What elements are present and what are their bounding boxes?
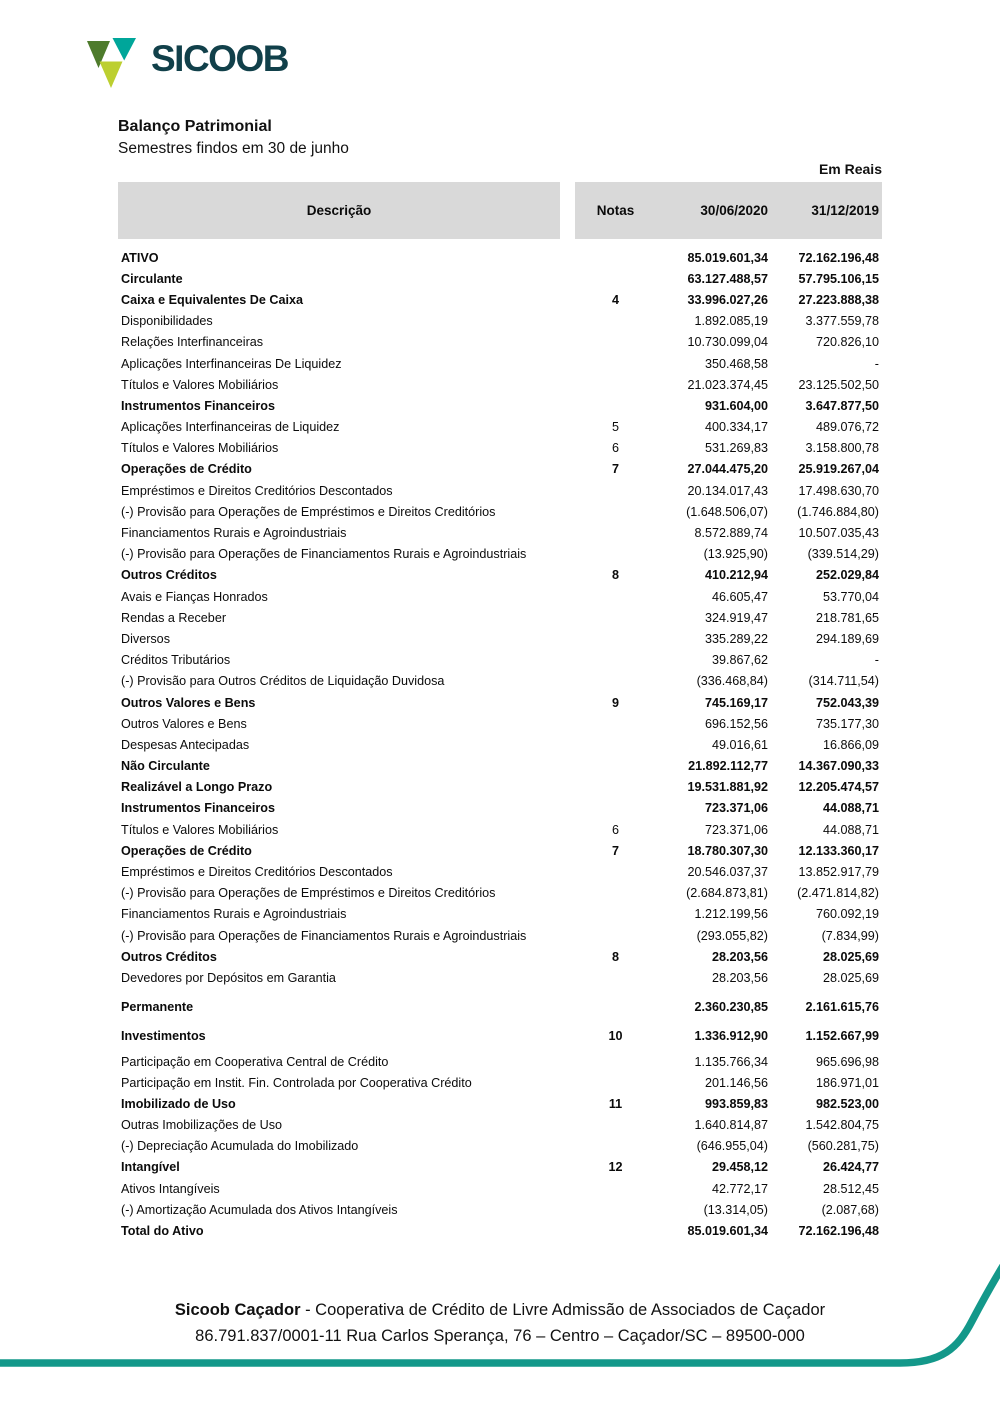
row-value-2019: 28.512,45: [822, 1181, 879, 1196]
row-value-2019: 44.088,71: [822, 801, 879, 816]
row-value-2019: 17.498.630,70: [798, 483, 879, 498]
table-row: [118, 1199, 882, 1220]
row-description: Caixa e Equivalentes De Caixa: [121, 292, 304, 307]
row-value-2019: 57.795.106,15: [798, 271, 879, 286]
row-value-2020: 33.996.027,26: [687, 292, 768, 307]
table-header: [118, 182, 882, 239]
title-block: [118, 118, 349, 158]
footer-address: 86.791.837/0001-11 Rua Carlos Sperança, 76 – Centro – Caçador/SC – 89500-000: [195, 1327, 805, 1345]
table-row: [118, 1136, 882, 1157]
row-description: Relações Interfinanceiras: [121, 335, 264, 350]
row-value-2019: 186.971,01: [815, 1075, 879, 1090]
row-value-2020: 531.269,83: [704, 441, 768, 456]
row-description: Aplicações Interfinanceiras De Liquidez: [121, 356, 342, 371]
row-value-2020: (2.684.873,81): [686, 886, 768, 901]
row-value-2019: -: [874, 653, 879, 668]
row-description: Outros Valores e Bens: [121, 695, 256, 710]
table-row: [118, 459, 882, 480]
row-value-2019: 53.770,04: [822, 589, 879, 604]
table-row: [118, 997, 882, 1018]
row-value-2020: 18.780.307,30: [687, 843, 768, 858]
table-row: [118, 819, 882, 840]
row-value-2019: 3.377.559,78: [805, 314, 879, 329]
table-row: [118, 904, 882, 925]
row-value-2020: 1.336.912,90: [694, 1029, 768, 1044]
row-value-2019: 10.507.035,43: [798, 526, 879, 541]
row-notes: 12: [608, 1160, 623, 1175]
table-row: [118, 544, 882, 565]
table-row: [118, 374, 882, 395]
row-description: (-) Depreciação Acumulada do Imobilizado: [121, 1139, 359, 1154]
row-description: Operações de Crédito: [121, 462, 252, 477]
row-value-2020: (1.648.506,07): [686, 504, 768, 519]
table-row: [118, 1220, 882, 1241]
row-description: Total do Ativo: [121, 1224, 204, 1239]
row-value-2019: 23.125.502,50: [798, 377, 879, 392]
row-description: Diversos: [121, 631, 170, 646]
row-value-2020: 19.531.881,92: [687, 780, 768, 795]
table-row: [118, 268, 882, 289]
row-value-2019: (2.471.814,82): [797, 886, 879, 901]
row-notes: 5: [611, 420, 619, 435]
header-period-2020: 30/06/2020: [700, 203, 768, 218]
row-description: (-) Provisão para Outros Créditos de Liquidação Duvidosa: [121, 674, 445, 689]
row-value-2019: 25.919.267,04: [798, 462, 879, 477]
row-description: Devedores por Depósitos em Garantia: [121, 970, 336, 985]
table-row: [118, 289, 882, 310]
table-row: [118, 1072, 882, 1093]
table-row: [118, 734, 882, 755]
row-value-2020: 42.772,17: [711, 1181, 768, 1196]
table-row: [118, 798, 882, 819]
table-row: [118, 353, 882, 374]
row-value-2019: (7.834,99): [821, 928, 879, 943]
row-value-2019: 26.424,77: [822, 1160, 879, 1175]
row-value-2020: 1.892.085,19: [694, 314, 768, 329]
table-row: [118, 1178, 882, 1199]
row-value-2020: 28.203,56: [711, 970, 768, 985]
table-row: [118, 247, 882, 268]
row-description: Ativos Intangíveis: [121, 1181, 220, 1196]
row-value-2020: 85.019.601,34: [687, 1224, 768, 1239]
row-value-2019: -: [874, 356, 879, 371]
row-value-2020: 63.127.488,57: [687, 271, 768, 286]
row-notes: 6: [611, 822, 619, 837]
table-row: [118, 438, 882, 459]
row-description: Realizável a Longo Prazo: [121, 780, 273, 795]
row-value-2020: 335.289,22: [704, 631, 768, 646]
row-description: Disponibilidades: [121, 314, 213, 329]
row-value-2020: 993.859,83: [704, 1096, 768, 1111]
row-value-2019: 12.133.360,17: [798, 843, 879, 858]
row-description: Rendas a Receber: [121, 610, 227, 625]
row-value-2020: 745.169,17: [704, 695, 768, 710]
footer-org-name: Sicoob Caçador: [174, 1301, 301, 1319]
row-description: Imobilizado de Uso: [121, 1096, 236, 1111]
row-description: Operações de Crédito: [121, 843, 252, 858]
table-body: [118, 247, 882, 1242]
table-row: [118, 692, 882, 713]
row-value-2020: 10.730.099,04: [687, 335, 768, 350]
row-value-2020: (336.468,84): [696, 674, 768, 689]
row-value-2020: 20.546.037,37: [687, 865, 768, 880]
row-value-2019: (339.514,29): [807, 547, 879, 562]
row-value-2019: 489.076,72: [815, 420, 879, 435]
row-value-2019: 14.367.090,33: [798, 759, 879, 774]
sicoob-triangle-icon: [84, 36, 142, 90]
table-row: [118, 501, 882, 522]
table-row: [118, 840, 882, 861]
row-value-2019: 965.696,98: [815, 1054, 879, 1069]
row-description: Outros Créditos: [121, 568, 217, 583]
row-description: (-) Provisão para Operações de Financiamentos Rurais e Agroindustriais: [121, 928, 527, 943]
row-notes: 7: [611, 843, 619, 858]
table-row: [118, 417, 882, 438]
row-value-2020: 1.135.766,34: [694, 1054, 768, 1069]
row-description: Participação em Cooperativa Central de Crédito: [121, 1054, 389, 1069]
row-notes: 10: [608, 1029, 623, 1044]
row-value-2019: 72.162.196,48: [798, 1224, 879, 1239]
table-row: [118, 925, 882, 946]
row-value-2019: 13.852.917,79: [798, 865, 879, 880]
row-description: (-) Amortização Acumulada dos Ativos Intangíveis: [121, 1202, 398, 1217]
table-row: [118, 311, 882, 332]
row-description: Financiamentos Rurais e Agroindustriais: [121, 526, 347, 541]
header-values-group: [575, 182, 882, 239]
page-title: Balanço Patrimonial: [118, 118, 272, 135]
row-value-2020: 28.203,56: [711, 949, 768, 964]
table-row: [118, 946, 882, 967]
row-value-2020: 2.360.230,85: [694, 1000, 768, 1015]
row-value-2019: 28.025,69: [822, 970, 879, 985]
row-value-2019: 294.189,69: [815, 631, 879, 646]
row-description: Investimentos: [121, 1029, 206, 1044]
row-value-2019: 735.177,30: [815, 716, 879, 731]
row-value-2020: 20.134.017,43: [687, 483, 768, 498]
sicoob-logo: [84, 36, 288, 90]
header-notes: Notas: [596, 203, 635, 218]
row-description: (-) Provisão para Operações de Financiamentos Rurais e Agroindustriais: [121, 547, 527, 562]
table-row: [118, 1026, 882, 1047]
row-value-2019: 44.088,71: [822, 822, 879, 837]
table-row: [118, 565, 882, 586]
currency-label: Em Reais: [818, 161, 882, 177]
table-row: [118, 967, 882, 988]
row-value-2019: 3.647.877,50: [805, 398, 879, 413]
row-description: Outras Imobilizações de Uso: [121, 1118, 282, 1133]
row-value-2020: 1.212.199,56: [694, 907, 768, 922]
row-value-2019: 2.161.615,76: [805, 1000, 879, 1015]
row-notes: 11: [608, 1096, 623, 1111]
footer-org-description: - Cooperativa de Crédito de Livre Admissão de Associados de Caçador: [300, 1301, 826, 1319]
row-notes: 8: [611, 949, 619, 964]
row-description: Créditos Tributários: [121, 653, 231, 668]
row-notes: 4: [611, 292, 619, 307]
row-value-2019: 12.205.474,57: [798, 780, 879, 795]
row-value-2019: 1.542.804,75: [805, 1118, 879, 1133]
row-description: Não Circulante: [121, 759, 210, 774]
table-row: [118, 628, 882, 649]
row-value-2020: (646.955,04): [696, 1139, 768, 1154]
row-description: Outros Créditos: [121, 949, 217, 964]
row-value-2020: 400.334,17: [704, 420, 768, 435]
row-value-2019: 720.826,10: [815, 335, 879, 350]
header-description: Descrição: [118, 182, 560, 239]
row-description: Despesas Antecipadas: [121, 737, 250, 752]
table-row: [118, 1093, 882, 1114]
row-value-2019: (560.281,75): [807, 1139, 879, 1154]
row-value-2020: 324.919,47: [704, 610, 768, 625]
table-row: [118, 480, 882, 501]
table-row: [118, 777, 882, 798]
row-description: Circulante: [121, 271, 183, 286]
row-notes: 7: [611, 462, 619, 477]
row-value-2020: 410.212,94: [704, 568, 768, 583]
row-description: Títulos e Valores Mobiliários: [121, 377, 279, 392]
row-value-2020: 29.458,12: [711, 1160, 768, 1175]
table-row: [118, 1157, 882, 1178]
row-value-2020: 21.892.112,77: [688, 759, 768, 774]
row-description: Títulos e Valores Mobiliários: [121, 822, 279, 837]
row-description: Empréstimos e Direitos Creditórios Descontados: [121, 483, 393, 498]
row-value-2020: 27.044.475,20: [687, 462, 768, 477]
row-value-2020: 931.604,00: [704, 398, 768, 413]
table-row: [118, 332, 882, 353]
row-description: Outros Valores e Bens: [121, 716, 247, 731]
row-value-2020: 723.371,06: [704, 801, 768, 816]
row-value-2019: 27.223.888,38: [798, 292, 879, 307]
row-notes: 6: [611, 441, 619, 456]
table-row: [118, 395, 882, 416]
row-value-2019: (2.087,68): [821, 1202, 879, 1217]
table-row: [118, 671, 882, 692]
row-value-2020: 21.023.374,45: [687, 377, 768, 392]
row-value-2019: 16.866,09: [822, 737, 879, 752]
row-value-2020: (293.055,82): [696, 928, 768, 943]
row-value-2019: 72.162.196,48: [798, 250, 879, 265]
table-row: [118, 650, 882, 671]
table-row: [118, 1051, 882, 1072]
table-row: [118, 883, 882, 904]
row-value-2019: 28.025,69: [822, 949, 879, 964]
row-value-2020: 8.572.889,74: [694, 526, 768, 541]
row-value-2019: 760.092,19: [815, 907, 879, 922]
row-value-2019: 218.781,65: [815, 610, 879, 625]
row-value-2019: 982.523,00: [815, 1096, 879, 1111]
table-row: [118, 607, 882, 628]
table-row: [118, 1115, 882, 1136]
row-value-2020: 201.146,56: [704, 1075, 768, 1090]
sicoob-wordmark: SICOOB: [151, 38, 288, 79]
row-value-2019: (1.746.884,80): [797, 504, 879, 519]
row-value-2020: 46.605,47: [711, 589, 768, 604]
row-description: Participação em Instit. Fin. Controlada por Cooperativa Crédito: [121, 1075, 472, 1090]
row-notes: 8: [611, 568, 619, 583]
page-subtitle: Semestres findos em 30 de junho: [118, 140, 349, 157]
row-value-2020: 350.468,58: [704, 356, 768, 371]
row-value-2019: 3.158.800,78: [805, 441, 879, 456]
row-value-2019: 1.152.667,99: [805, 1029, 879, 1044]
row-description: Avais e Fianças Honrados: [121, 589, 268, 604]
table-row: [118, 586, 882, 607]
row-value-2020: 85.019.601,34: [687, 250, 768, 265]
row-value-2019: 752.043,39: [815, 695, 879, 710]
row-value-2020: 696.152,56: [704, 716, 768, 731]
table-row: [118, 522, 882, 543]
row-description: Intangível: [121, 1160, 180, 1175]
table-row: [118, 861, 882, 882]
row-value-2020: 49.016,61: [711, 737, 768, 752]
row-value-2020: 723.371,06: [704, 822, 768, 837]
row-value-2019: (314.711,54): [808, 674, 879, 689]
row-value-2020: 1.640.814,87: [694, 1118, 768, 1133]
row-description: Financiamentos Rurais e Agroindustriais: [121, 907, 347, 922]
teal-swoosh-decoration: [0, 1258, 1000, 1415]
row-description: (-) Provisão para Operações de Empréstimos e Direitos Creditórios: [121, 504, 496, 519]
row-description: Instrumentos Financeiros: [121, 801, 275, 816]
table-row: [118, 756, 882, 777]
row-description: ATIVO: [121, 250, 159, 265]
row-value-2020: (13.314,05): [703, 1202, 768, 1217]
row-value-2019: 252.029,84: [815, 568, 879, 583]
row-description: Permanente: [121, 1000, 194, 1015]
header-gap: [560, 182, 575, 239]
row-description: Empréstimos e Direitos Creditórios Descontados: [121, 865, 393, 880]
row-description: (-) Provisão para Operações de Empréstimos e Direitos Creditórios: [121, 886, 496, 901]
table-row: [118, 713, 882, 734]
header-period-2019: 31/12/2019: [811, 203, 879, 218]
row-description: Instrumentos Financeiros: [121, 398, 275, 413]
row-value-2020: 39.867,62: [711, 653, 768, 668]
row-value-2020: (13.925,90): [703, 547, 768, 562]
row-description: Títulos e Valores Mobiliários: [121, 441, 279, 456]
row-description: Aplicações Interfinanceiras de Liquidez: [121, 420, 340, 435]
row-notes: 9: [611, 695, 619, 710]
